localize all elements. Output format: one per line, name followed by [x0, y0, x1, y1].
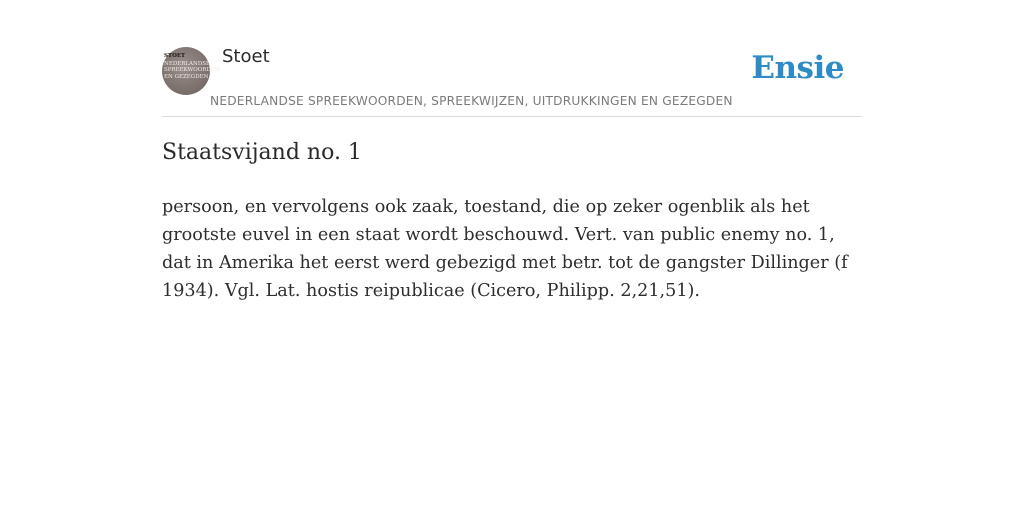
entry-card [162, 0, 862, 512]
entry-header [162, 0, 862, 117]
entry-title: Staatsvijand no. 1 [162, 140, 362, 165]
avatar-cover-title: STOET [164, 53, 186, 59]
source-author[interactable]: Stoet [222, 46, 270, 67]
avatar-book-cover [164, 53, 220, 80]
source-avatar[interactable] [162, 47, 220, 95]
avatar-cover-text: NEDERLANDSE SPREEKWOORDEN EN GEZEGDEN [164, 60, 220, 80]
source-subtitle: NEDERLANDSE SPREEKWOORDEN, SPREEKWIJZEN, UITDRUKKINGEN EN GEZEGDEN [210, 94, 733, 108]
entry-definition: persoon, en vervolgens ook zaak, toestand, die op zeker ogenblik als het grootste euvel in een staat wordt beschouwd. Vert. van public enemy no. 1, dat in Amerika het eerst werd gebezigd met betr. tot de gangster Dillinger (f 1934). Vgl. Lat. hostis reipublicae (Cicero, Philipp. 2,21,51). [162, 197, 848, 301]
ensie-logo[interactable]: Ensie [751, 50, 844, 86]
